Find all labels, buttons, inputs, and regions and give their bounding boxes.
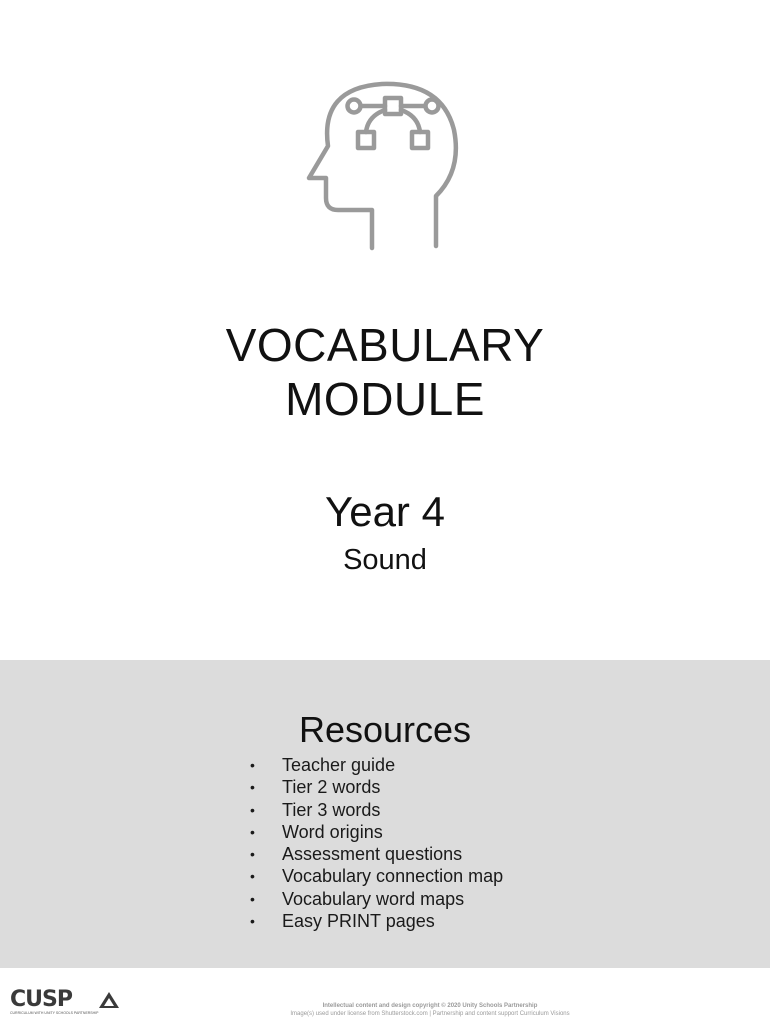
logo-text: CUSP (10, 987, 72, 1012)
footer (0, 968, 770, 1024)
list-item: • Easy PRINT pages (250, 910, 503, 932)
module-title (0, 318, 770, 426)
head-network-icon (296, 78, 476, 253)
list-item: • Assessment questions (250, 843, 503, 865)
copyright-notice (150, 1002, 710, 1018)
list-item: • Word origins (250, 821, 503, 843)
list-item: • Tier 3 words (250, 799, 503, 821)
year-label: Year 4 (325, 488, 445, 535)
copyright-line-2: Image(s) used under license from Shutterstock.com | Partnership and content support Curriculum Visions (290, 1011, 570, 1017)
title-line-1: VOCABULARY (225, 319, 545, 371)
triangle-logo-icon (98, 991, 120, 1009)
resources-heading: Resources (298, 709, 472, 750)
title-line-2: MODULE (285, 373, 485, 425)
list-item: • Tier 2 words (250, 776, 503, 798)
cusp-logo (10, 988, 120, 1018)
logo-subtitle: CURRICULUM WITH UNITY SCHOOLS PARTNERSHIP (10, 1011, 99, 1015)
resources-panel (0, 660, 770, 968)
resources-list (250, 754, 503, 932)
copyright-line-1: Intellectual content and design copyright © 2020 Unity Schools Partnership (322, 1003, 538, 1009)
list-item: • Teacher guide (250, 754, 503, 776)
topic-label: Sound (343, 544, 427, 576)
list-item: • Vocabulary word maps (250, 888, 503, 910)
list-item: • Vocabulary connection map (250, 865, 503, 887)
